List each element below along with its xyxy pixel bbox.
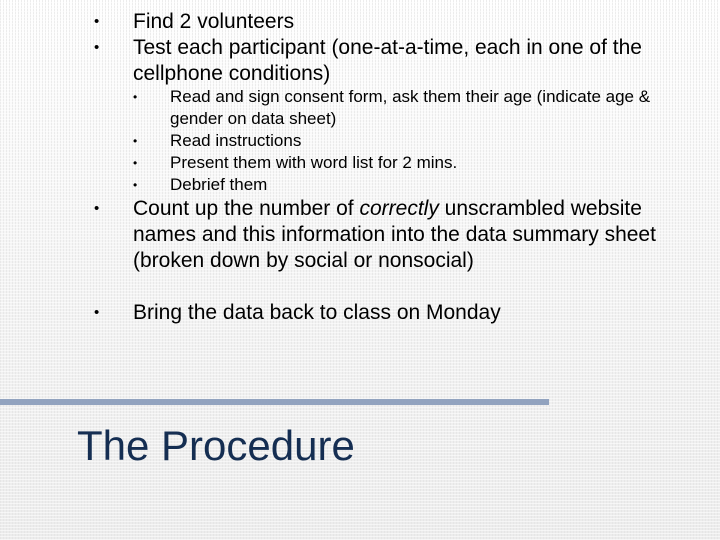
bullet-item-1: Find 2 volunteers (133, 10, 295, 33)
sub-bullet-item-1: Read and sign consent form, ask them their age (indicate age & gender on data sheet) (170, 87, 651, 128)
bullet-item-3-text-start: Count up the number of (133, 197, 360, 220)
bullet-marker: • (94, 200, 100, 217)
bullet-item-2: Test each participant (one-at-a-time, each in one of the cellphone conditions) (133, 36, 642, 85)
sub-bullet-marker: • (133, 134, 138, 148)
sub-bullet-item-3: Present them with word list for 2 mins. (170, 153, 458, 172)
sub-bullet-item-2: Read instructions (170, 131, 302, 150)
bullet-marker: • (94, 39, 100, 56)
sub-bullet-marker: • (133, 156, 138, 170)
bullet-item-4: Bring the data back to class on Monday (133, 301, 501, 324)
slide-title: The Procedure (77, 422, 355, 469)
sub-bullet-marker: • (133, 90, 138, 104)
bullet-item-3-emphasis: correctly (359, 197, 439, 220)
title-divider (0, 399, 549, 405)
bullet-marker: • (94, 304, 100, 321)
bullet-item-3-text-end: unscrambled website names and this information into the data summary sheet (broken down by social or nonsocial) (133, 197, 656, 272)
bullet-marker: • (94, 13, 100, 30)
sub-bullet-marker: • (133, 178, 138, 192)
bullet-item-3 (133, 196, 693, 274)
sub-bullet-item-4: Debrief them (170, 175, 268, 194)
